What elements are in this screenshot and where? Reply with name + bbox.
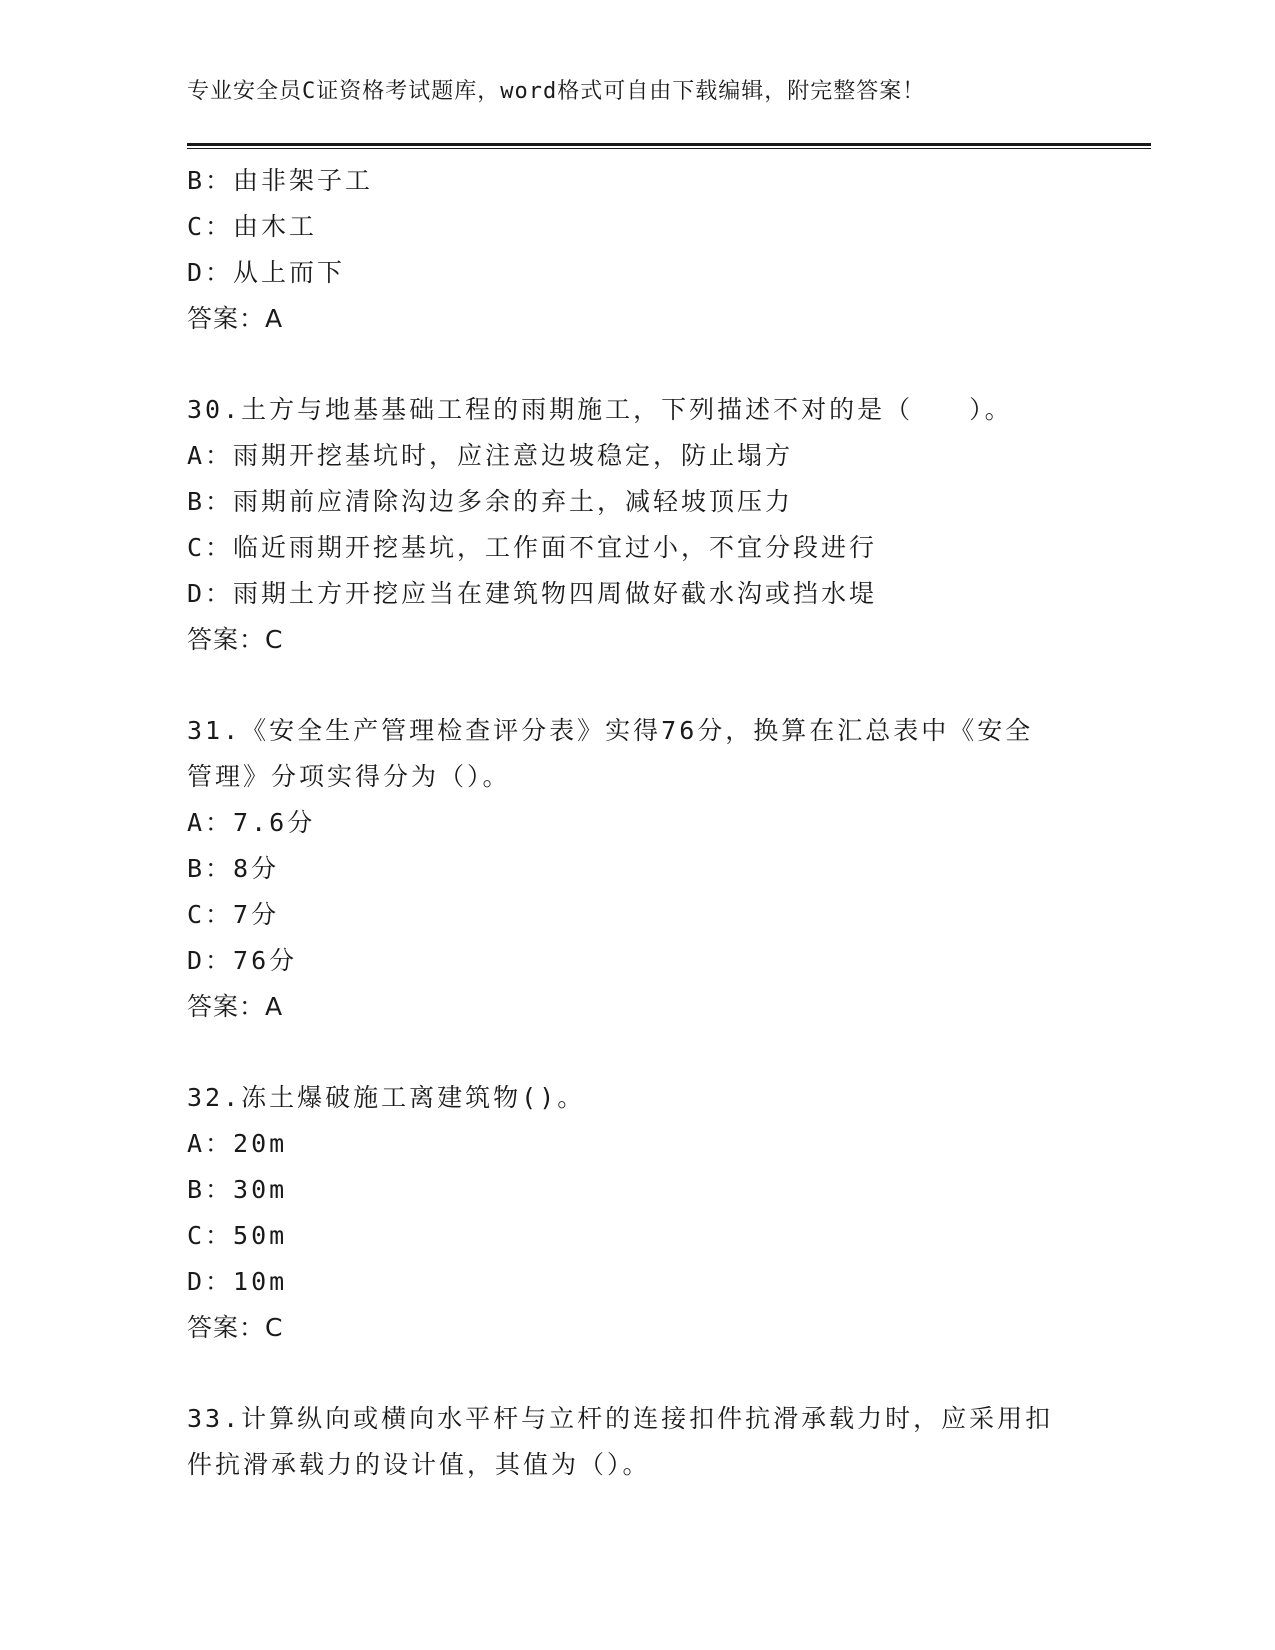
question-stem-continued: 管理》分项实得分为（）。 xyxy=(187,762,511,791)
question-stem: 31.《安全生产管理检查评分表》实得76分，换算在汇总表中《安全 xyxy=(187,716,1034,745)
page-header: 专业安全员C证资格考试题库，word格式可自由下载编辑，附完整答案！ xyxy=(187,79,926,104)
question-stem: 30.土方与地基基础工程的雨期施工，下列描述不对的是（ ）。 xyxy=(187,395,1013,424)
spacer xyxy=(187,342,1087,387)
option-c: C：7分 xyxy=(187,900,280,929)
question-stem: 32.冻土爆破施工离建筑物()。 xyxy=(187,1083,586,1112)
answer: 答案：A xyxy=(187,992,284,1021)
question-stem: 33.计算纵向或横向水平杆与立杆的连接扣件抗滑承载力时，应采用扣 xyxy=(187,1404,1054,1433)
option-d: D：76分 xyxy=(187,946,298,975)
question-32 xyxy=(187,1075,1087,1351)
option-a: A：20m xyxy=(187,1129,288,1158)
question-stem-continued: 件抗滑承载力的设计值，其值为（）。 xyxy=(187,1450,651,1479)
option-b: B：由非架子工 xyxy=(187,166,374,195)
spacer xyxy=(187,1351,1087,1396)
answer: 答案：A xyxy=(187,304,284,333)
spacer xyxy=(187,663,1087,708)
answer: 答案：C xyxy=(187,1313,284,1342)
option-b: B：雨期前应清除沟边多余的弃土，减轻坡顶压力 xyxy=(187,487,794,516)
option-d: D：雨期土方开挖应当在建筑物四周做好截水沟或挡水堤 xyxy=(187,579,878,608)
option-b: B：8分 xyxy=(187,854,280,883)
option-d: D：10m xyxy=(187,1267,288,1296)
option-d: D：从上而下 xyxy=(187,258,346,287)
question-31 xyxy=(187,708,1087,1030)
option-a: A：7.6分 xyxy=(187,808,316,837)
spacer xyxy=(187,1030,1087,1075)
answer: 答案：C xyxy=(187,625,284,654)
header-rule-thick xyxy=(187,143,1151,146)
option-c: C：由木工 xyxy=(187,212,318,241)
question-list xyxy=(187,158,1087,1488)
header-rule-thin xyxy=(187,148,1151,149)
question-30 xyxy=(187,387,1087,663)
question-33 xyxy=(187,1396,1087,1488)
header-divider xyxy=(187,143,1151,150)
option-c: C：临近雨期开挖基坑，工作面不宜过小，不宜分段进行 xyxy=(187,533,878,562)
option-a: A：雨期开挖基坑时，应注意边坡稳定，防止塌方 xyxy=(187,441,794,470)
question-29-continued xyxy=(187,158,1087,342)
option-b: B：30m xyxy=(187,1175,288,1204)
option-c: C：50m xyxy=(187,1221,288,1250)
